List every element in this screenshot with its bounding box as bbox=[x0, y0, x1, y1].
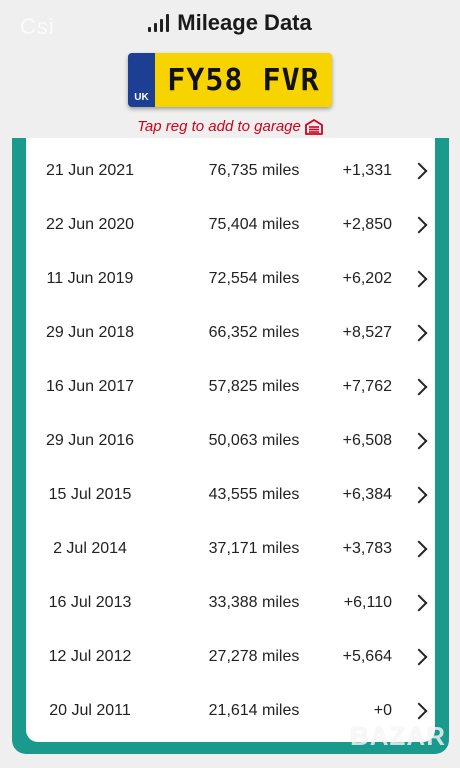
add-to-garage-hint[interactable] bbox=[0, 118, 460, 135]
row-miles: 66,352 miles bbox=[208, 324, 300, 341]
row-miles: 75,404 miles bbox=[208, 216, 300, 233]
plate-country-band bbox=[128, 53, 155, 107]
mileage-row[interactable] bbox=[26, 360, 435, 414]
mileage-row[interactable] bbox=[26, 576, 435, 630]
row-miles: 33,388 miles bbox=[208, 594, 300, 611]
signal-bars-icon bbox=[148, 14, 169, 32]
row-miles: 76,735 miles bbox=[208, 162, 300, 179]
row-date: 29 Jun 2018 bbox=[45, 324, 135, 341]
mileage-row[interactable] bbox=[26, 522, 435, 576]
mileage-list bbox=[26, 138, 435, 742]
row-date: 2 Jul 2014 bbox=[53, 540, 127, 557]
plate-country-code: UK bbox=[134, 92, 149, 103]
chevron-right-icon bbox=[411, 649, 428, 666]
row-date: 15 Jul 2015 bbox=[48, 486, 132, 503]
watermark-bottom: BAZAR bbox=[350, 721, 446, 751]
registration-plate[interactable] bbox=[128, 53, 332, 107]
row-date: 29 Jun 2016 bbox=[45, 432, 135, 449]
row-date: 21 Jun 2021 bbox=[45, 162, 135, 179]
row-miles: 57,825 miles bbox=[208, 378, 300, 395]
row-difference: +6,110 bbox=[343, 594, 392, 611]
row-date: 20 Jul 2011 bbox=[49, 702, 131, 719]
row-difference: +6,384 bbox=[342, 486, 392, 503]
chevron-right-icon bbox=[411, 433, 428, 450]
row-difference: +2,850 bbox=[342, 216, 392, 233]
header bbox=[0, 8, 460, 38]
mileage-row[interactable] bbox=[26, 198, 435, 252]
row-date: 12 Jul 2012 bbox=[48, 648, 132, 665]
row-date: 22 Jun 2020 bbox=[45, 216, 135, 233]
mileage-row[interactable] bbox=[26, 144, 435, 198]
garage-hint-label: Tap reg to add to garage bbox=[137, 118, 301, 135]
row-date: 16 Jun 2017 bbox=[45, 378, 135, 395]
mileage-row[interactable] bbox=[26, 414, 435, 468]
row-date: 11 Jun 2019 bbox=[46, 270, 134, 287]
chevron-right-icon bbox=[411, 163, 428, 180]
row-difference: +5,664 bbox=[342, 648, 392, 665]
row-difference: +3,783 bbox=[342, 540, 392, 557]
row-date: 16 Jul 2013 bbox=[48, 594, 132, 611]
row-miles: 21,614 miles bbox=[208, 702, 300, 719]
row-difference: +1,331 bbox=[342, 162, 392, 179]
plate-registration: FY58 FVR bbox=[167, 62, 320, 98]
row-miles: 72,554 miles bbox=[208, 270, 300, 287]
chevron-right-icon bbox=[411, 271, 428, 288]
row-difference: +0 bbox=[373, 702, 392, 719]
row-difference: +8,527 bbox=[342, 324, 392, 341]
chevron-right-icon bbox=[411, 703, 428, 720]
mileage-row[interactable] bbox=[26, 306, 435, 360]
row-difference: +6,508 bbox=[342, 432, 392, 449]
page-title: Mileage Data bbox=[177, 10, 312, 35]
row-miles: 37,171 miles bbox=[208, 540, 300, 557]
chevron-right-icon bbox=[411, 217, 428, 234]
mileage-row[interactable] bbox=[26, 630, 435, 684]
row-miles: 43,555 miles bbox=[208, 486, 300, 503]
row-difference: +6,202 bbox=[342, 270, 392, 287]
row-difference: +7,762 bbox=[342, 378, 392, 395]
chevron-right-icon bbox=[411, 541, 428, 558]
garage-icon bbox=[305, 119, 323, 135]
mileage-row[interactable] bbox=[26, 468, 435, 522]
chevron-right-icon bbox=[411, 487, 428, 504]
watermark-top: Csi bbox=[20, 14, 55, 39]
chevron-right-icon bbox=[411, 379, 428, 396]
row-miles: 50,063 miles bbox=[208, 432, 300, 449]
chevron-right-icon bbox=[411, 325, 428, 342]
mileage-row[interactable] bbox=[26, 252, 435, 306]
chevron-right-icon bbox=[411, 595, 428, 612]
row-miles: 27,278 miles bbox=[208, 648, 300, 665]
